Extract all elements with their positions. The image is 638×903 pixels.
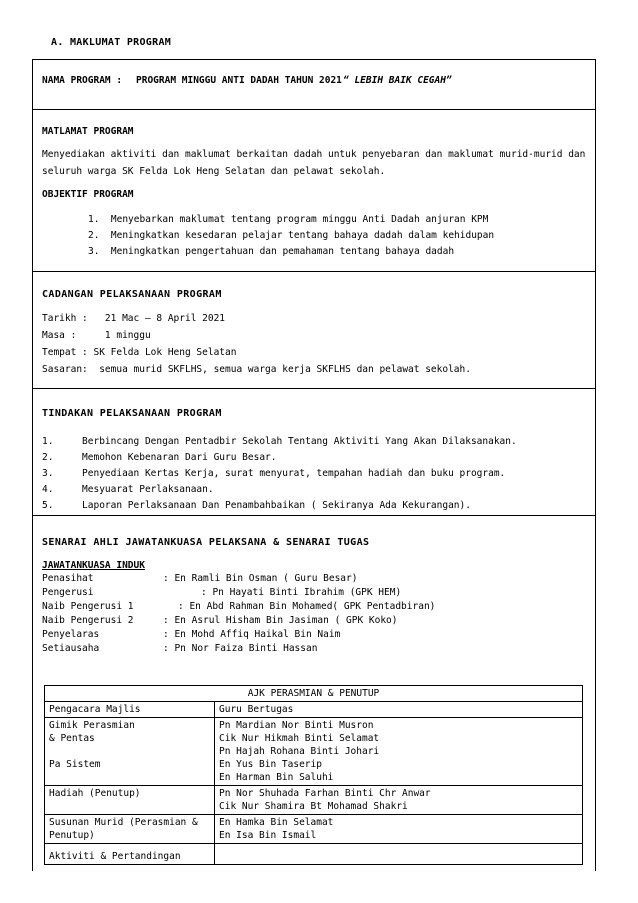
ajk-table-title: AJK PERASMIAN & PENUTUP — [45, 686, 583, 702]
program-name-label: NAMA PROGRAM : — [42, 75, 123, 86]
ajk-role-cell: Pengacara Majlis — [45, 702, 215, 718]
tindakan-item: 5. Laporan Perlaksanaan Dan Penambahbaikan ( Sekiranya Ada Kekurangan). — [42, 500, 471, 511]
tindakan-item: 1. Berbincang Dengan Pentadbir Sekolah Tentang Aktiviti Yang Akan Dilaksanakan. — [42, 436, 517, 447]
objektif-heading: OBJEKTIF PROGRAM — [42, 189, 134, 200]
matlamat-line-2: seluruh warga SK Felda Lok Heng Selatan dan pelawat sekolah. — [42, 166, 386, 177]
matlamat-objektif-box — [33, 110, 595, 272]
ajk-role-cell: Hadiah (Penutup) — [45, 786, 215, 815]
committee-name: : En Asrul Hisham Bin Jasiman ( GPK Koko) — [163, 615, 398, 626]
cadangan-tempat: Tempat : SK Felda Lok Heng Selatan — [42, 347, 237, 358]
objektif-item: 1. Menyebarkan maklumat tentang program minggu Anti Dadah anjuran KPM — [88, 214, 489, 225]
cadangan-sasaran: Sasaran: semua murid SKFLHS, semua warga kerja SKFLHS dan pelawat sekolah. — [42, 364, 471, 375]
senarai-heading: SENARAI AHLI JAWATANKUASA PELAKSANA & SENARAI TUGAS — [42, 537, 370, 548]
table-row — [45, 686, 583, 702]
table-row — [45, 844, 583, 865]
committee-name: : Pn Hayati Binti Ibrahim (GPK HEM) — [201, 587, 402, 598]
ajk-member-cell: En Hamka Bin Selamat En Isa Bin Ismail — [215, 815, 583, 844]
tindakan-item: 3. Penyediaan Kertas Kerja, surat menyurat, tempahan hadiah dan buku program. — [42, 468, 506, 479]
program-slogan: “ LEBIH BAIK CEGAH” — [343, 75, 452, 86]
committee-name: : En Mohd Affiq Haikal Bin Naim — [163, 629, 341, 640]
ajk-member-cell: Pn Nor Shuhada Farhan Binti Chr Anwar Cik Nur Shamira Bt Mohamad Shakri — [215, 786, 583, 815]
tindakan-heading: TINDAKAN PELAKSANAAN PROGRAM — [42, 408, 222, 419]
table-row — [45, 786, 583, 815]
program-name-box — [33, 60, 595, 110]
committee-name: : En Ramli Bin Osman ( Guru Besar) — [163, 573, 358, 584]
ajk-member-cell — [215, 844, 583, 865]
committee-role: Pengerusi — [42, 587, 94, 598]
matlamat-heading: MATLAMAT PROGRAM — [42, 126, 134, 137]
tindakan-item: 2. Memohon Kebenaran Dari Guru Besar. — [42, 452, 277, 463]
tindakan-box — [33, 389, 595, 516]
cadangan-box — [33, 272, 595, 389]
tindakan-item: 4. Mesyuarat Perlaksanaan. — [42, 484, 214, 495]
table-row — [45, 702, 583, 718]
committee-name: : En Abd Rahman Bin Mohamed( GPK Pentadbiran) — [178, 601, 436, 612]
committee-role: Naib Pengerusi 1 — [42, 601, 134, 612]
cadangan-masa: Masa : 1 minggu — [42, 330, 151, 341]
table-row — [45, 815, 583, 844]
section-title: A. MAKLUMAT PROGRAM — [51, 37, 172, 48]
jawatankuasa-induk-heading: JAWATANKUASA INDUK — [42, 560, 145, 571]
ajk-role-cell: Aktiviti & Pertandingan — [45, 844, 215, 865]
table-row — [45, 718, 583, 786]
cadangan-tarikh: Tarikh : 21 Mac – 8 April 2021 — [42, 313, 226, 324]
ajk-table — [44, 685, 583, 865]
committee-role: Naib Pengerusi 2 — [42, 615, 134, 626]
objektif-item: 3. Meningkatkan pengertahuan dan pemahaman tentang bahaya dadah — [88, 246, 455, 257]
program-info-frame — [32, 59, 596, 871]
objektif-item: 2. Meningkatkan kesedaran pelajar tentang bahaya dadah dalam kehidupan — [88, 230, 495, 241]
ajk-role-cell: Gimik Perasmian & Pentas Pa Sistem — [45, 718, 215, 786]
ajk-member-cell: Guru Bertugas — [215, 702, 583, 718]
committee-role: Penyelaras — [42, 629, 100, 640]
ajk-role-cell: Susunan Murid (Perasmian & Penutup) — [45, 815, 215, 844]
committee-role: Setiausaha — [42, 643, 100, 654]
committee-role: Penasihat — [42, 573, 94, 584]
ajk-member-cell: Pn Mardian Nor Binti Musron Cik Nur Hikmah Binti Selamat Pn Hajah Rohana Binti Johari En Yus Bin Taserip En Harman Bin Saluhi — [215, 718, 583, 786]
matlamat-line-1: Menyediakan aktiviti dan maklumat berkaitan dadah untuk penyebaran dan maklumat murid-murid dan — [42, 149, 586, 160]
committee-name: : Pn Nor Faiza Binti Hassan — [163, 643, 318, 654]
program-name: PROGRAM MINGGU ANTI DADAH TAHUN 2021 — [136, 75, 342, 86]
cadangan-heading: CADANGAN PELAKSANAAN PROGRAM — [42, 289, 222, 300]
